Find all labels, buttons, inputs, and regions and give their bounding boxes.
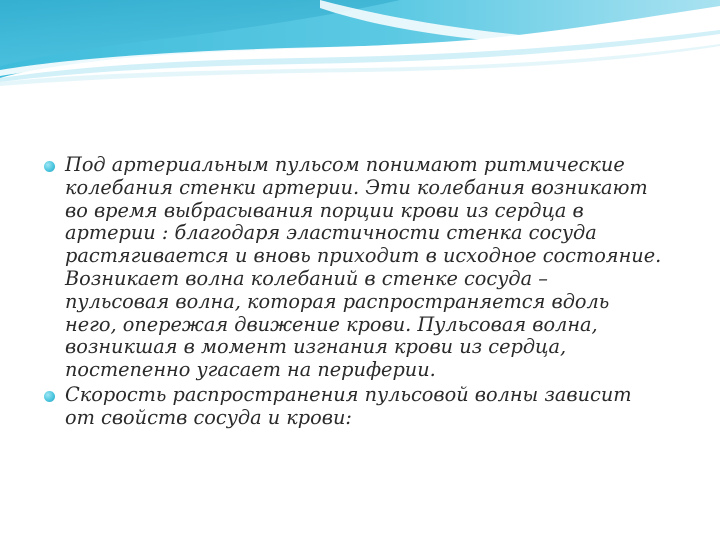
text-line: во время выбрасывания порции крови из сердца в	[65, 198, 584, 222]
text-line: постепенно угасает на периферии.	[65, 358, 436, 382]
text-line: Возникает волна колебаний в стенке сосуда –	[65, 266, 548, 290]
bullet-text	[65, 154, 694, 382]
circle-bullet-icon	[44, 391, 55, 402]
text-line: него, опережая движение крови. Пульсовая волна,	[65, 312, 598, 336]
text-line: Скорость распространения пульсовой волны зависит	[65, 382, 632, 406]
text-line: пульсовая волна, которая распространяется вдоль	[65, 289, 610, 313]
text-line: от свойств сосуда и крови:	[65, 405, 352, 429]
text-line: Под артериальным пульсом понимают ритмические	[65, 153, 625, 176]
header-wave-decoration	[0, 0, 720, 120]
slide-body	[44, 154, 694, 432]
circle-bullet-icon	[44, 161, 55, 172]
bullet-item-wave-speed	[44, 384, 694, 430]
text-line: возникшая в момент изгнания крови из сердца,	[65, 335, 567, 359]
text-line: растягивается и вновь приходит в исходное состояние.	[65, 244, 662, 268]
text-line: артерии : благодаря эластичности стенка сосуда	[65, 221, 597, 245]
bullet-item-pulse-definition	[44, 154, 694, 382]
bullet-text	[65, 384, 694, 430]
text-line: колебания стенки артерии. Эти колебания возникают	[65, 175, 648, 199]
